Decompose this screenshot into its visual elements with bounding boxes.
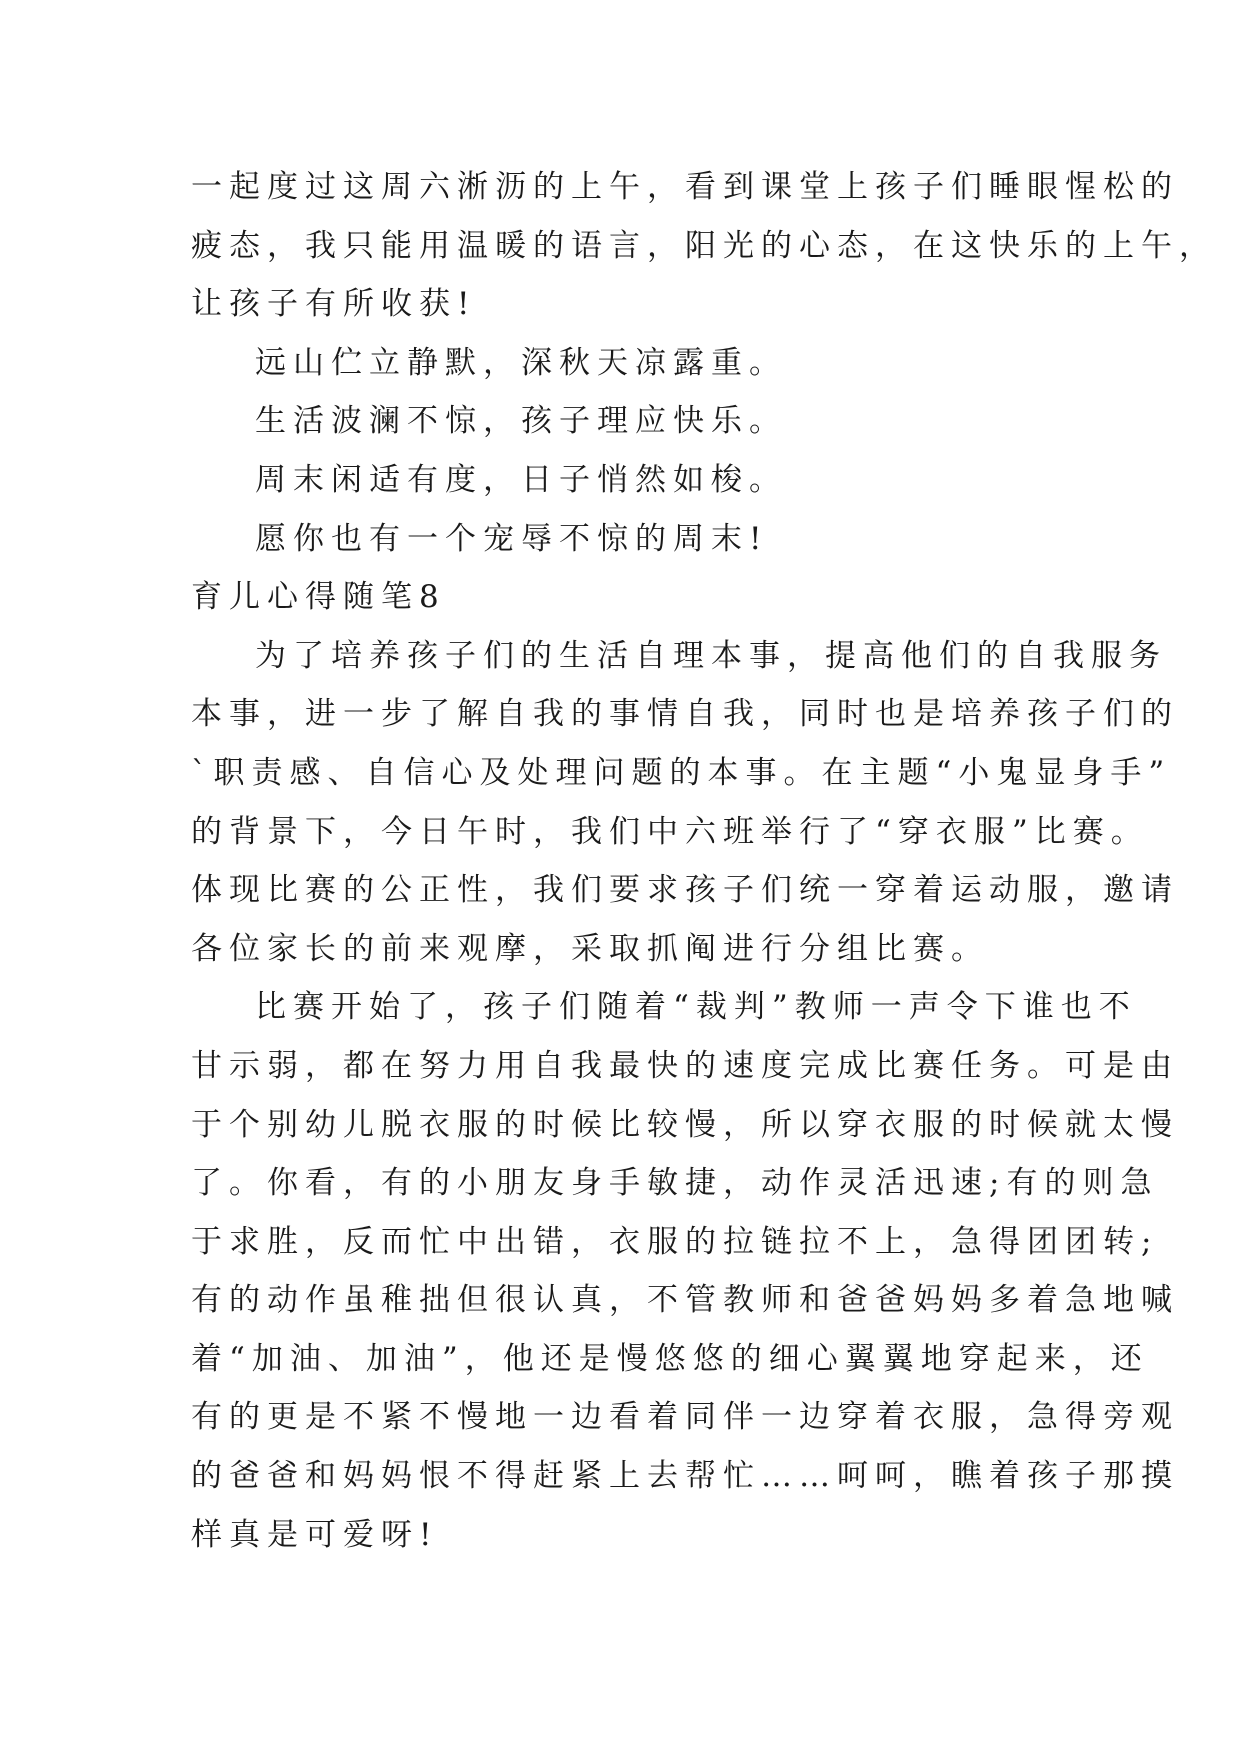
text-line: 着“加油、加油”，他还是慢悠悠的细心翼翼地穿起来，还 (191, 1340, 1149, 1377)
poem-line: 生活波澜不惊，孩子理应快乐。 (255, 403, 787, 440)
text-line: 了。你看，有的小朋友身手敏捷，动作灵活迅速;有的则急 (191, 1165, 1159, 1202)
text-line: 体现比赛的公正性，我们要求孩子们统一穿着运动服，邀请 (191, 872, 1179, 909)
text-line: 本事，进一步了解自我的事情自我，同时也是培养孩子们的 (191, 696, 1179, 733)
text-line: 疲态，我只能用温暖的语言，阳光的心态，在这快乐的上午， (191, 227, 1217, 264)
paragraph-start: 为了培养孩子们的生活自理本事，提高他们的自我服务 (255, 637, 1167, 674)
text-line: 的爸爸和妈妈恨不得赶紧上去帮忙……呵呵，瞧着孩子那摸 (191, 1458, 1179, 1495)
text-line: 甘示弱，都在努力用自我最快的速度完成比赛任务。可是由 (191, 1047, 1179, 1084)
text-line: 于个别幼儿脱衣服的时候比较慢，所以穿衣服的时候就太慢 (191, 1106, 1179, 1143)
text-line: 样真是可爱呀! (191, 1516, 439, 1553)
paragraph-start: 比赛开始了，孩子们随着“裁判”教师一声令下谁也不 (255, 989, 1137, 1026)
section-heading: 育儿心得随笔8 (191, 579, 446, 616)
poem-line: 周末闲适有度，日子悄然如梭。 (255, 461, 787, 498)
text-line: 有的更是不紧不慢地一边看着同伴一边穿着衣服，急得旁观 (191, 1399, 1179, 1436)
text-line: 有的动作虽稚拙但很认真，不管教师和爸爸妈妈多着急地喊 (191, 1282, 1179, 1319)
document-page (191, 158, 1217, 1564)
text-line: 的背景下，今日午时，我们中六班举行了“穿衣服”比赛。 (191, 813, 1149, 850)
text-line: 于求胜，反而忙中出错，衣服的拉链拉不上，急得团团转; (191, 1223, 1159, 1260)
text-line: 各位家长的前来观摩，采取抓阄进行分组比赛。 (191, 930, 989, 967)
poem-line: 愿你也有一个宠辱不惊的周末! (255, 520, 769, 557)
text-line: `职责感、自信心及处理问题的本事。在主题“小鬼显身手” (191, 754, 1172, 791)
text-line: 让孩子有所收获! (191, 286, 477, 323)
poem-line: 远山伫立静默，深秋天凉露重。 (255, 344, 787, 381)
text-line: 一起度过这周六淅沥的上午，看到课堂上孩子们睡眼惺松的 (191, 169, 1179, 205)
